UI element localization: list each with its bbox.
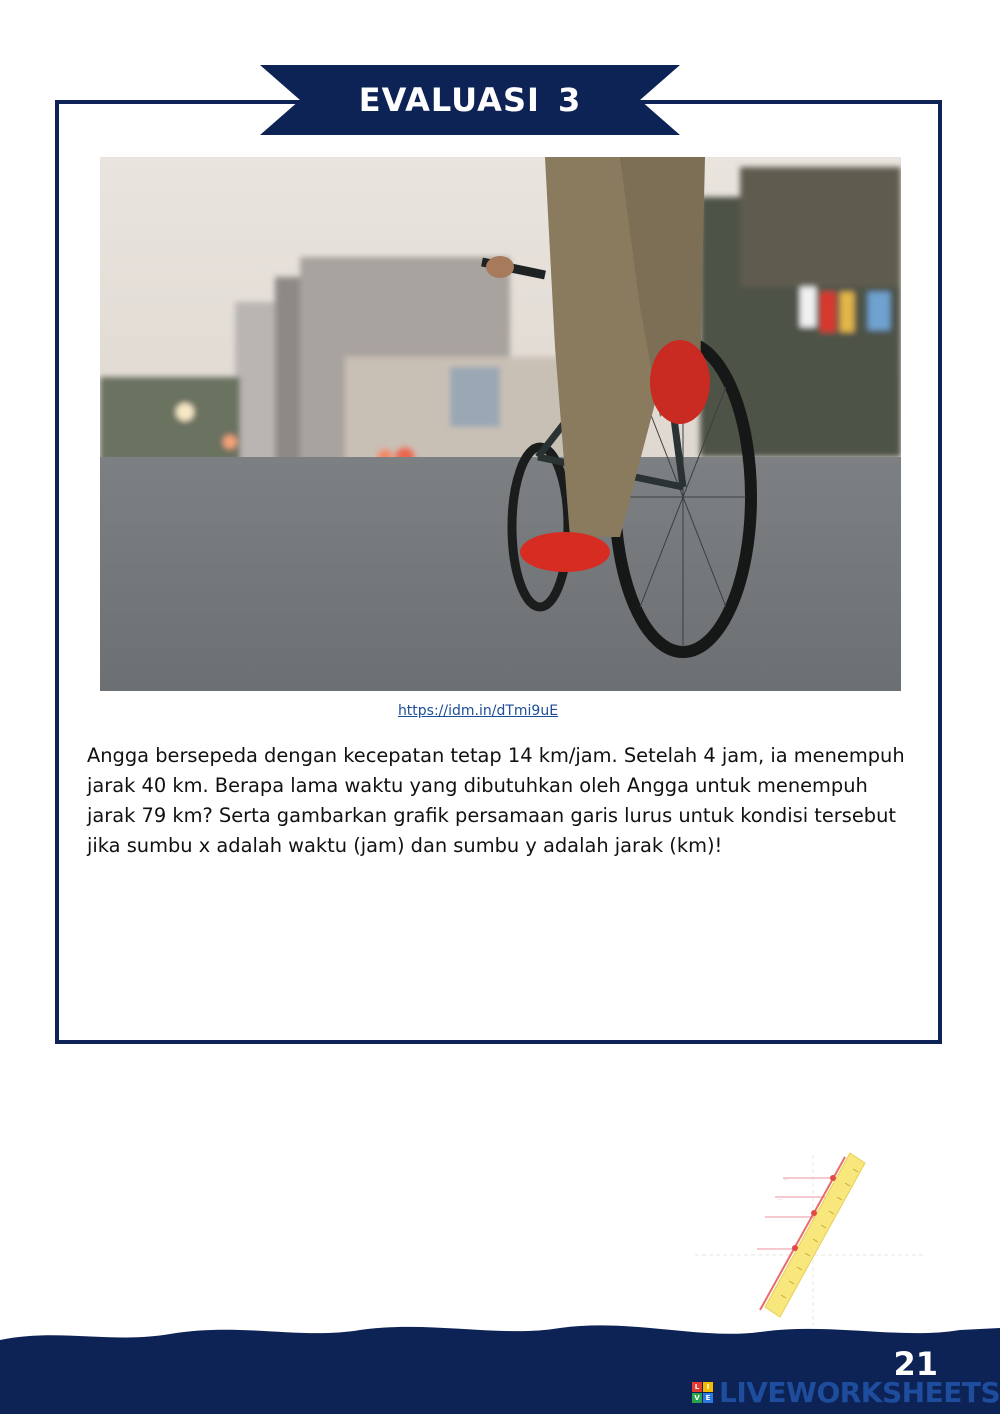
logo-cell-v: V <box>692 1393 702 1403</box>
page-title: EVALUASI 3 <box>358 81 582 119</box>
svg-text:−: − <box>777 1196 783 1204</box>
ruler-graph-illustration <box>695 1145 955 1325</box>
brand-name: LIVEWORKSHEETS <box>719 1376 1000 1409</box>
svg-text:−: − <box>783 1176 789 1184</box>
cyclist-photo <box>100 157 901 691</box>
source-link[interactable]: https://idm.in/dTmi9uE <box>397 703 559 719</box>
page-number: 21 <box>893 1345 938 1383</box>
logo-cell-i: I <box>703 1382 713 1392</box>
liveworksheets-logo[interactable] <box>692 1376 1000 1409</box>
logo-cell-l: L <box>692 1382 702 1392</box>
logo-cell-e: E <box>703 1393 713 1403</box>
logo-icon <box>692 1382 713 1403</box>
question-text: Angga bersepeda dengan kecepatan tetap 14 km/jam. Setelah 4 jam, ia menempuh jarak 40 km. Berapa lama waktu yang dibutuhkan oleh Angga untuk menempuh jarak 79 km? Serta gambarkan grafik persamaan garis lurus untuk kondisi tersebut jika sumbu x adalah waktu (jam) dan sumbu y adalah jarak (km)! <box>87 744 905 857</box>
